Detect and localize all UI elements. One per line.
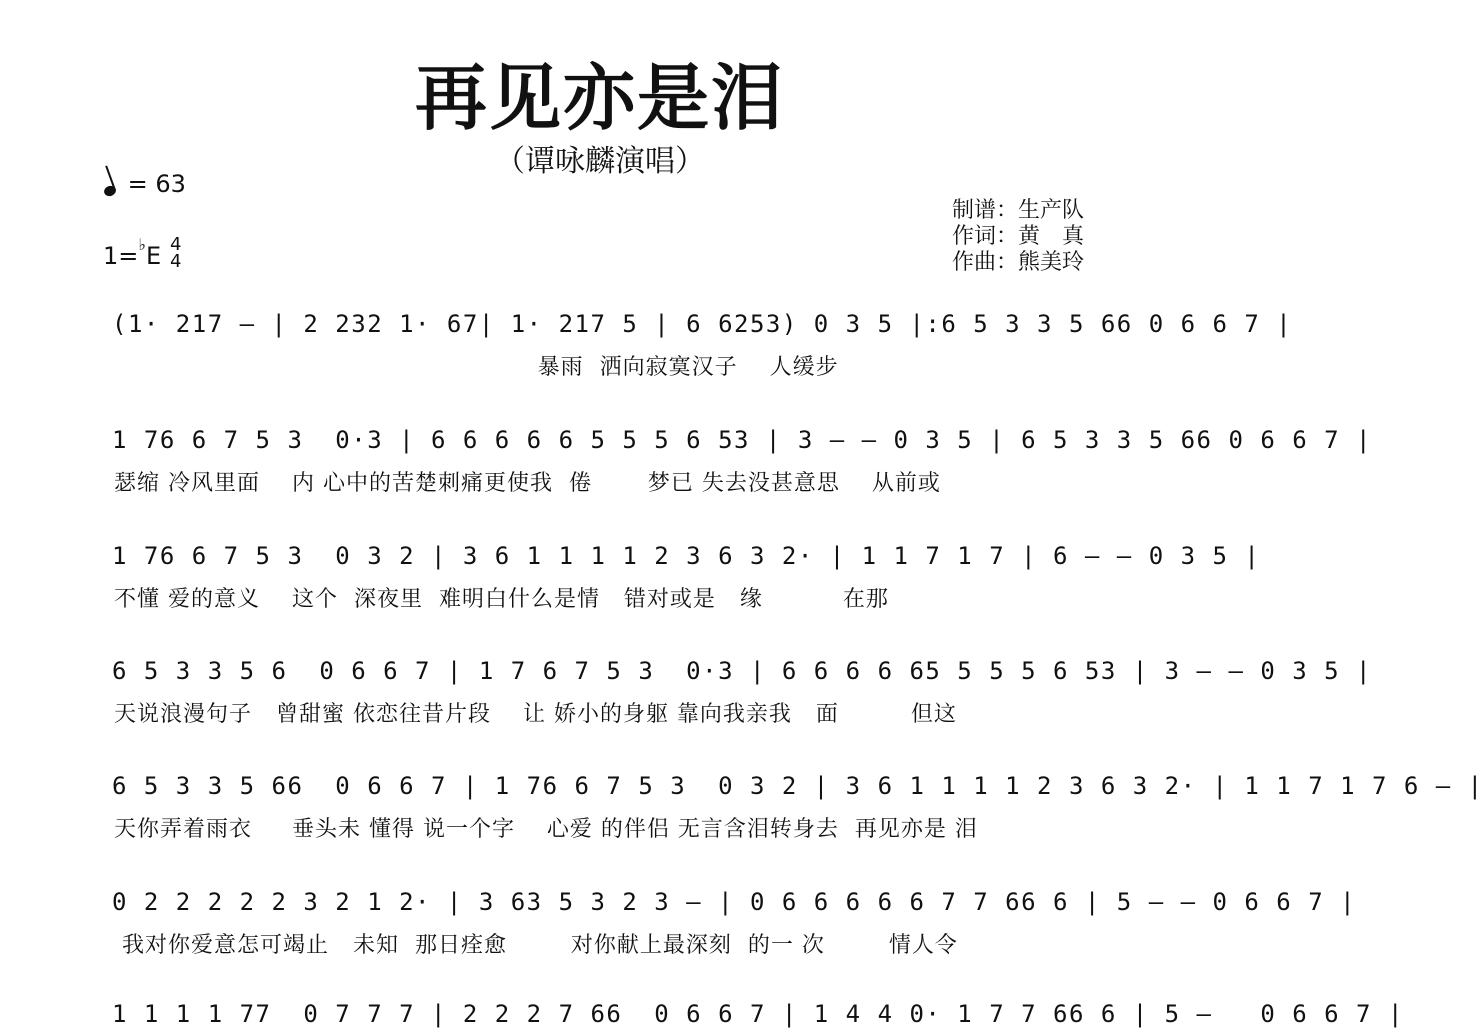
- lyric-line: 不懂 爱的意义 这个 深夜里 难明白什么是情 错对或是 缘 在那: [114, 587, 889, 612]
- song-subtitle: （谭咏麟演唱）: [495, 144, 705, 179]
- key-prefix: 1=: [103, 242, 139, 270]
- credits: [952, 198, 1084, 276]
- key-note: E: [145, 242, 162, 270]
- flat-sign: ♭: [138, 235, 146, 254]
- song-title: 再见亦是泪: [414, 56, 785, 140]
- notation-line: 1 76 6 7 5 3 0·3 | 6 6 6 6 6 5 5 5 6 53 | 3 — — 0 3 5 | 6 5 3 3 5 66 0 6 6 7 |: [112, 426, 1372, 454]
- quarter-note-icon: [103, 184, 118, 198]
- credit-composer: 作曲：熊美玲: [952, 250, 1085, 275]
- credit-lyricist: 作词：黄 真: [952, 224, 1085, 249]
- notation-line: 6 5 3 3 5 66 0 6 6 7 | 1 76 6 7 5 3 0 3 2 | 3 6 1 1 1 1 2 3 6 3 2· | 1 1 7 1 7 6 — |: [112, 772, 1484, 800]
- notation-line: 6 5 3 3 5 6 0 6 6 7 | 1 7 6 7 5 3 0·3 | 6 6 6 6 65 5 5 5 6 53 | 3 — — 0 3 5 |: [112, 657, 1372, 685]
- lyric-line: 天你弄着雨衣 垂头未 懂得 说一个字 心爱 的伴侣 无言含泪转身去 再见亦是 泪: [114, 817, 978, 842]
- time-signature: [170, 236, 181, 270]
- key-signature: [103, 235, 162, 270]
- lyric-line: 天说浪漫句子 曾甜蜜 依恋往昔片段 让 娇小的身躯 靠向我亲我 面 但这: [114, 702, 957, 727]
- notation-line: 0 2 2 2 2 2 3 2 1 2· | 3 63 5 3 2 3 — | 0 6 6 6 6 6 7 7 66 6 | 5 — — 0 6 6 7 |: [112, 888, 1357, 916]
- tempo-equals: =: [127, 170, 148, 198]
- lyric-line: 暴雨 洒向寂寞汉子 人缓步: [114, 355, 839, 380]
- notation-line: (1· 217 — | 2 232 1· 67| 1· 217 5 | 6 6253) 0 3 5 |:6 5 3 3 5 66 0 6 6 7 |: [112, 310, 1293, 338]
- notation-line: 1 1 1 1 77 0 7 7 7 | 2 2 2 7 66 0 6 6 7 | 1 4 4 0· 1 7 7 66 6 | 5 — 0 6 6 7 |: [112, 1000, 1404, 1028]
- credit-arranger: 制谱：生产队: [952, 198, 1085, 223]
- lyric-line: 瑟缩 冷风里面 内 心中的苦楚刺痛更使我 倦 梦已 失去没甚意思 从前或: [114, 471, 941, 496]
- notation-line: 1 76 6 7 5 3 0 3 2 | 3 6 1 1 1 1 2 3 6 3 2· | 1 1 7 1 7 | 6 — — 0 3 5 |: [112, 542, 1261, 570]
- tempo-value: 63: [155, 170, 186, 198]
- time-top: 4: [170, 234, 182, 255]
- tempo-marking: [104, 170, 186, 198]
- lyric-line: 我对你爱意怎可竭止 未知 那日痊愈 对你献上最深刻 的一 次 情人令: [114, 933, 958, 958]
- time-bottom: 4: [170, 251, 182, 272]
